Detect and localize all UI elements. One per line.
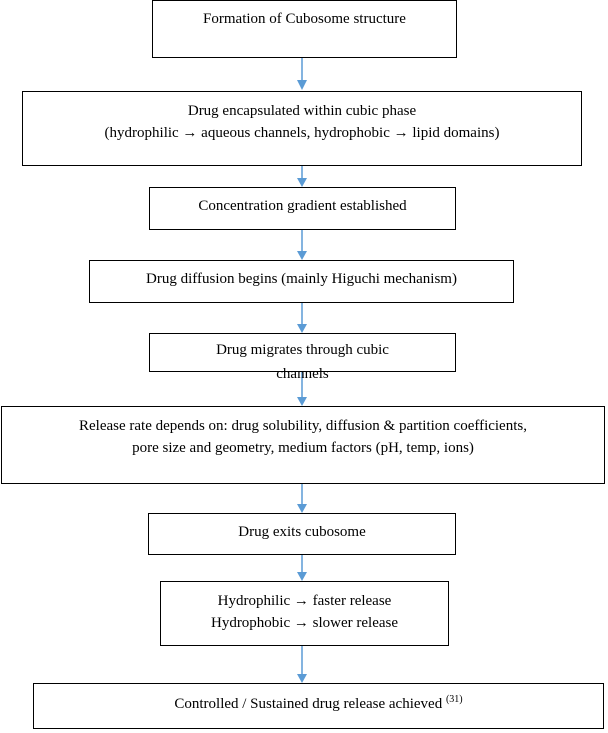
step-release-type-line-1: Hydrophilic → faster release bbox=[217, 593, 392, 609]
step-controlled-release-line bbox=[34, 693, 603, 715]
arrow-3-head bbox=[297, 251, 307, 260]
step-exit-box bbox=[148, 513, 456, 555]
arrow-1-head bbox=[297, 80, 307, 90]
step-diffusion-text: Drug diffusion begins (mainly Higuchi mechanism) bbox=[146, 271, 457, 287]
step-encapsulation-line-2: (hydrophilic → aqueous channels, hydrophobic → lipid domains) bbox=[104, 125, 500, 141]
step-migration-line-2: channels bbox=[276, 366, 329, 382]
step-controlled-release-box bbox=[33, 683, 604, 729]
step-diffusion-box bbox=[89, 260, 514, 303]
step-encapsulation-line-1: Drug encapsulated within cubic phase bbox=[187, 103, 417, 119]
step-encapsulation-box bbox=[22, 91, 582, 166]
step-formation-text: Formation of Cubosome structure bbox=[203, 11, 406, 27]
step-release-rate-line-2: pore size and geometry, medium factors (pH, temp, ions) bbox=[132, 440, 474, 456]
step-release-rate-box bbox=[1, 406, 605, 484]
step-gradient-text: Concentration gradient established bbox=[198, 198, 407, 214]
step-migration-line-1: Drug migrates through cubic bbox=[216, 342, 389, 358]
arrow-2-head bbox=[297, 178, 307, 187]
step-exit-text: Drug exits cubosome bbox=[238, 524, 366, 540]
step-gradient-box bbox=[149, 187, 456, 230]
arrow-7-head bbox=[297, 572, 307, 581]
step-formation-box bbox=[152, 0, 457, 58]
arrow-4-head bbox=[297, 324, 307, 333]
step-migration-box bbox=[149, 333, 456, 382]
step-release-type-line-2: Hydrophobic → slower release bbox=[210, 615, 399, 631]
arrow-5-head bbox=[297, 397, 307, 406]
step-release-rate-line-1: Release rate depends on: drug solubility, diffusion & partition coefficients, bbox=[79, 418, 527, 434]
citation-superscript: (31) bbox=[445, 694, 463, 705]
arrow-8-head bbox=[297, 674, 307, 683]
step-release-type-box bbox=[160, 581, 449, 646]
arrow-6-head bbox=[297, 504, 307, 513]
step-controlled-release-text: Controlled / Sustained drug release achieved bbox=[174, 696, 443, 712]
